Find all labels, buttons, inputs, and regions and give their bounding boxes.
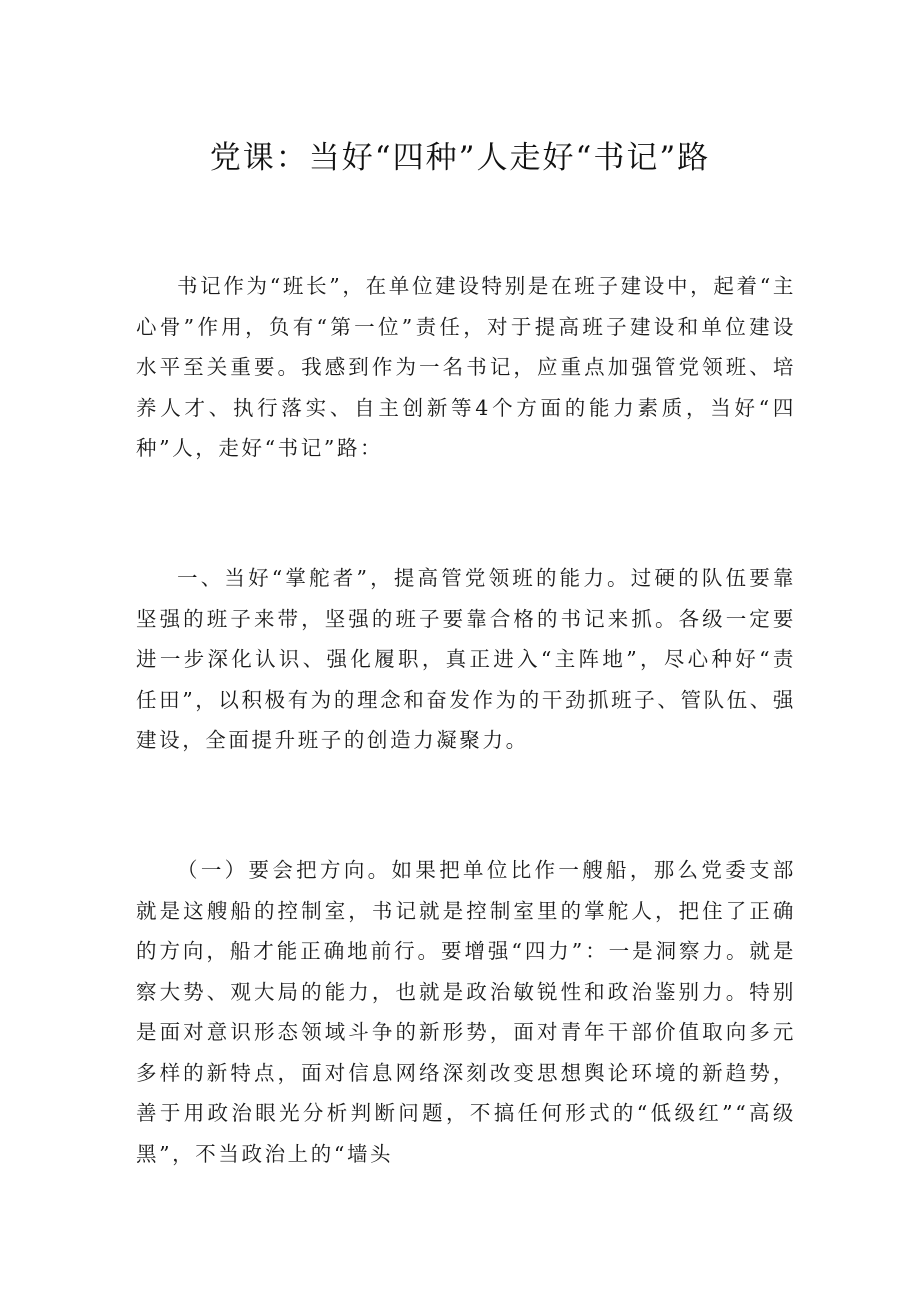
paragraph-subsection-one: （一）要会把方向。如果把单位比作一艘船，那么党委支部就是这艘船的控制室，书记就是控制室里的掌舵人，把住了正确的方向，船才能正确地前行。要增强“四力”：一是洞察力。就是察大势、观大局的能力，也就是政治敏锐性和政治鉴别力。特别是面对意识形态领域斗争的新形势，面对青年干部价值取向多元多样的新特点，面对信息网络深刻改变思想舆论环境的新趋势，善于用政治眼光分析判断问题，不搞任何形式的“低级红”“高级黑”，不当政治上的“墙头 bbox=[136, 858, 796, 1166]
paragraph-intro: 书记作为“班长”，在单位建设特别是在班子建设中，起着“主心骨”作用，负有“第一位”责任，对于提高班子建设和单位建设水平至关重要。我感到作为一名书记，应重点加强管党领班、培养人才、执行落实、自主创新等4个方面的能力素质，当好“四种”人，走好“书记”路： bbox=[136, 274, 796, 460]
paragraph-section-one: 一、当好“掌舵者”，提高管党领班的能力。过硬的队伍要靠坚强的班子来带，坚强的班子要靠合格的书记来抓。各级一定要进一步深化认识、强化履职，真正进入“主阵地”，尽心种好“责任田”，以积极有为的理念和奋发作为的干劲抓班子、管队伍、强建设，全面提升班子的创造力凝聚力。 bbox=[136, 566, 796, 752]
document-title: 党课：当好“四种”人走好“书记”路 bbox=[209, 140, 711, 176]
